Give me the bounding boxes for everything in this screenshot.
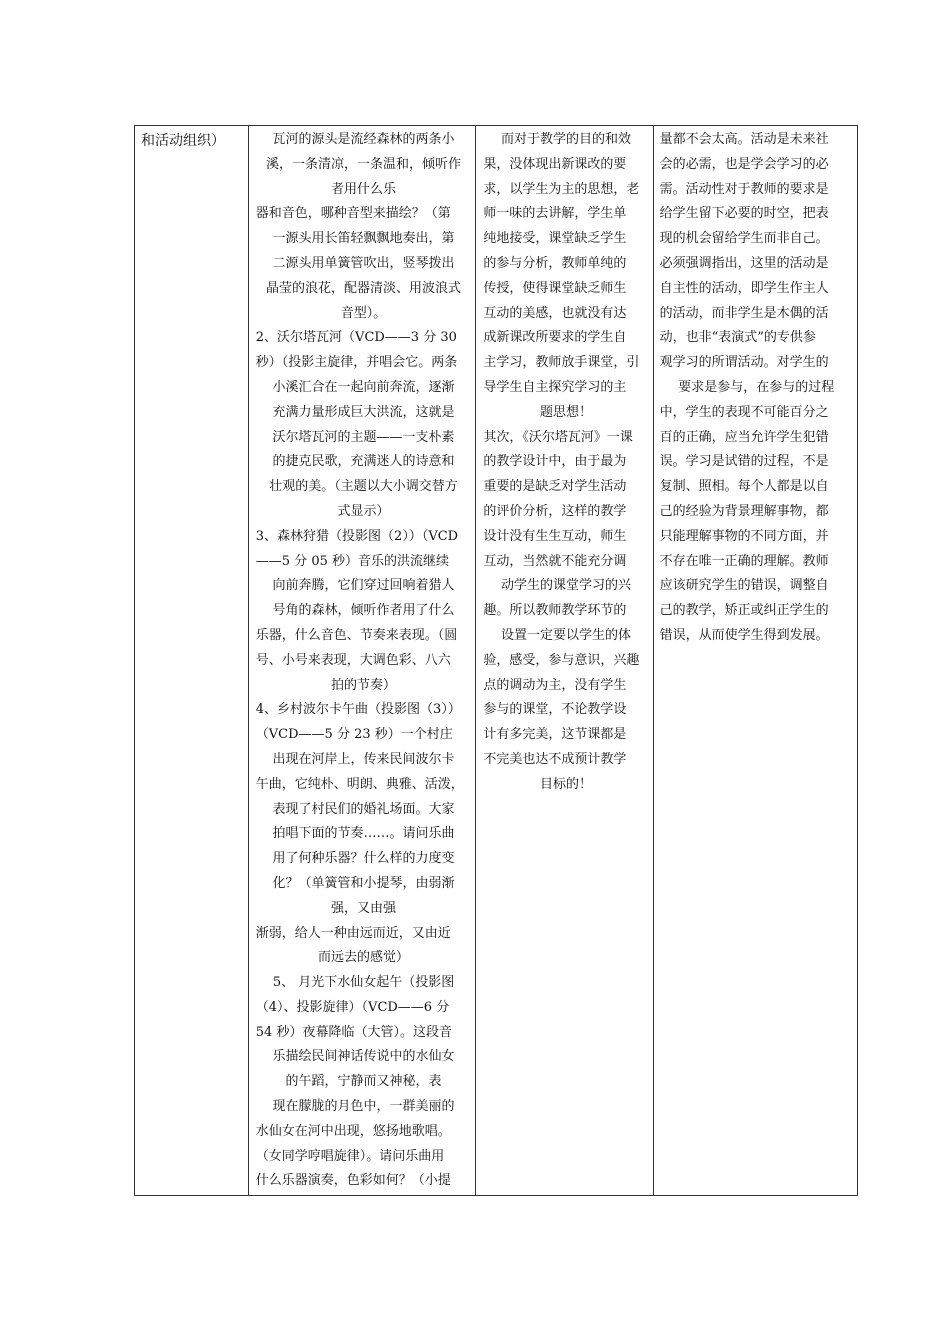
- cell-line: 午曲，它纯朴、明朗、典雅、活泼，: [255, 776, 464, 792]
- cell-line: 式显示）: [337, 503, 390, 519]
- cell-line: 果，没体现出新课改的要: [483, 156, 627, 172]
- theory-text: [654, 126, 857, 649]
- cell-line: 的评价分析，这样的教学: [483, 503, 627, 519]
- cell-line: 自主性的活动，即学生作主人: [659, 280, 829, 296]
- cell-line: 互动，当然就不能充分调: [483, 553, 627, 569]
- cell-line: 纯地接受，课堂缺乏学生: [483, 231, 627, 247]
- cell-line: 器和音色，哪种音型来描绘？（第: [255, 206, 451, 222]
- cell-line: 动学生的课堂学习的兴: [500, 578, 631, 594]
- cell-line: 化？（单簧管和小提琴，由弱渐: [272, 875, 455, 891]
- cell-line: 互动的美感，也就没有达: [483, 305, 627, 321]
- cell-line: 4、乡村波尔卡午曲（投影图（3））: [255, 702, 461, 718]
- reflection-text: [476, 126, 652, 798]
- cell-line: 乐描绘民间神话传说中的水仙女: [272, 1049, 455, 1065]
- cell-line: 成新课改所要求的学生自: [483, 330, 627, 346]
- cell-line: 要求是参与，在参与的过程: [678, 379, 835, 395]
- cell-line: 拍唱下面的节奏……。请问乐曲: [272, 826, 455, 842]
- cell-line: 强，又由强: [331, 900, 397, 916]
- cell-line: 求，以学生为主的思想，老: [483, 181, 640, 197]
- cell-line: 水仙女在河中出现，悠扬地歌唱。: [255, 1123, 451, 1139]
- cell-line: 应该研究学生的错误，调整自: [659, 578, 829, 594]
- table-cell-reflection: [476, 126, 653, 1196]
- cell-line: 错误，从而使学生得到发展。: [659, 627, 829, 643]
- cell-line: 什么乐器演奏，色彩如何？（小提: [255, 1173, 451, 1189]
- cell-line: 2、沃尔塔瓦河（VCD——3 分 30: [255, 330, 457, 346]
- cell-line: 设置一定要以学生的体: [500, 627, 631, 643]
- cell-line: 给学生留下必要的时空，把表: [659, 206, 829, 222]
- table-cell-section: [135, 126, 249, 1196]
- cell-line: 的教学设计中，由于最为: [483, 454, 627, 470]
- cell-line: 误。学习是试错的过程，不是: [659, 454, 829, 470]
- cell-line: （VCD——5 分 23 秒）一个村庄: [255, 727, 453, 743]
- cell-line: 动，也非“表演式”的专供参: [659, 330, 816, 346]
- cell-line: 量都不会太高。活动是未来社: [659, 132, 829, 147]
- cell-line: 乐器，什么音色、节奏来表现。（圆: [255, 627, 458, 643]
- cell-line: 的参与分析，教师单纯的: [483, 255, 627, 271]
- cell-line: 复制、照相。每个人都是以自: [659, 479, 829, 495]
- cell-line: 不完美也达不成预计教学: [483, 751, 627, 767]
- cell-line: （女同学哼唱旋律）。请问乐曲用: [255, 1148, 445, 1164]
- cell-line: 主学习，教师放手课堂，引: [483, 355, 640, 371]
- cell-line: 验，感受，参与意识，兴趣: [483, 652, 640, 668]
- cell-line: 瓦河的源头是流经森林的两条小: [272, 132, 455, 147]
- cell-line: 晶莹的浪花，配器清淡、用波浪式: [266, 280, 462, 296]
- cell-line: 百的正确，应当允许学生犯错: [659, 429, 829, 445]
- cell-line: 一源头用长笛轻飘飘地奏出，第: [272, 231, 455, 247]
- cell-line: 号角的森林，倾听作者用了什么: [272, 603, 455, 619]
- cell-line: 3、森林狩猎（投影图（2））（VCD: [255, 528, 459, 544]
- cell-line: 必须强调指出，这里的活动是: [659, 255, 829, 271]
- cell-line: 其次，《沃尔塔瓦河》一课: [483, 429, 633, 445]
- cell-line: 题思想！: [539, 404, 592, 420]
- cell-line: 趣。所以教师教学环节的: [483, 603, 627, 619]
- cell-line: 会的必需，也是学会学习的必: [659, 156, 829, 172]
- cell-line: 不存在唯一正确的理解。教师: [659, 553, 829, 569]
- cell-line: 拍的节奏）: [331, 677, 397, 693]
- cell-line: 和活动组织）: [141, 133, 225, 149]
- cell-line: 传授，使得课堂缺乏师生: [483, 280, 627, 296]
- cell-line: 点的调动为主，没有学生: [483, 677, 627, 693]
- cell-line: 的午蹈，宁静而又神秘，表: [285, 1074, 442, 1090]
- cell-line: 溪，一条清凉，一条温和，倾听作: [266, 156, 462, 172]
- cell-line: 中，学生的表现不可能百分之: [659, 404, 829, 420]
- cell-line: 的捷克民歌，充满迷人的诗意和: [272, 454, 455, 470]
- cell-line: 秒）（投影主旋律，并唱会它。两条: [255, 355, 458, 371]
- table-cell-theory: [653, 126, 857, 1196]
- cell-line: 导学生自主探究学习的主: [483, 379, 627, 395]
- cell-line: 小溪汇合在一起向前奔流，逐渐: [272, 379, 455, 395]
- cell-line: 的活动，而非学生是木偶的活: [659, 305, 829, 321]
- cell-line: （4）、投影旋律）（VCD——6 分: [255, 999, 450, 1015]
- cell-line: 用了何种乐器？什么样的力度变: [272, 851, 455, 867]
- cell-line: 设计没有生生互动，师生: [483, 528, 627, 544]
- cell-line: 而远去的感觉）: [318, 950, 410, 966]
- teaching-process-text: [249, 126, 476, 1194]
- cell-line: 现在朦胧的月色中，一群美丽的: [272, 1099, 455, 1115]
- cell-line: ——5 分 05 秒）音乐的洪流继续: [255, 553, 449, 569]
- cell-line: 向前奔腾，它们穿过回响着猎人: [272, 578, 455, 594]
- cell-line: 而对于教学的目的和效: [500, 132, 631, 147]
- table-cell-process: [248, 126, 476, 1196]
- cell-line: 二源头用单簧管吹出，竖琴拨出: [272, 255, 455, 271]
- cell-line: 需。活动性对于教师的要求是: [659, 181, 829, 197]
- cell-line: 充满力量形成巨大洪流，这就是: [272, 404, 455, 420]
- cell-line: 音型）。: [340, 305, 387, 321]
- cell-line: 只能理解事物的不同方面，并: [659, 528, 829, 544]
- cell-line: 计有多完美，这节课都是: [483, 727, 627, 743]
- cell-line: 重要的是缺乏对学生活动: [483, 479, 627, 495]
- cell-line: 参与的课堂，不论教学设: [483, 702, 627, 718]
- cell-line: 观学习的所谓活动。对学生的: [659, 355, 829, 371]
- cell-line: 54 秒）夜幕降临（大管）。这段音: [255, 1024, 452, 1040]
- cell-line: 己的教学，矫正或纠正学生的: [659, 603, 829, 619]
- cell-line: 沃尔塔瓦河的主题——一支朴素: [272, 429, 455, 445]
- cell-line: 师一味的去讲解，学生单: [483, 206, 627, 222]
- cell-line: 壮观的美。（主题以大小调交替方: [269, 479, 458, 495]
- cell-line: 5、 月光下水仙女起午（投影图: [272, 975, 455, 991]
- cell-line: 目标的！: [539, 776, 592, 792]
- cell-line: 者用什么乐: [331, 181, 397, 197]
- cell-line: 出现在河岸上，传来民间波尔卡: [272, 751, 455, 767]
- cell-line: 现的机会留给学生而非自己。: [659, 231, 829, 247]
- cell-line: 号、小号来表现，大调色彩、八六: [255, 652, 451, 668]
- content-table: [134, 125, 858, 1196]
- cell-line: 己的经验为背景理解事物，都: [659, 503, 829, 519]
- cell-line: 渐弱，给人一种由远而近，又由近: [255, 925, 451, 941]
- cell-line: 表现了村民们的婚礼场面。大家: [272, 801, 455, 817]
- table-row: [135, 126, 858, 1196]
- section-heading: [135, 126, 248, 154]
